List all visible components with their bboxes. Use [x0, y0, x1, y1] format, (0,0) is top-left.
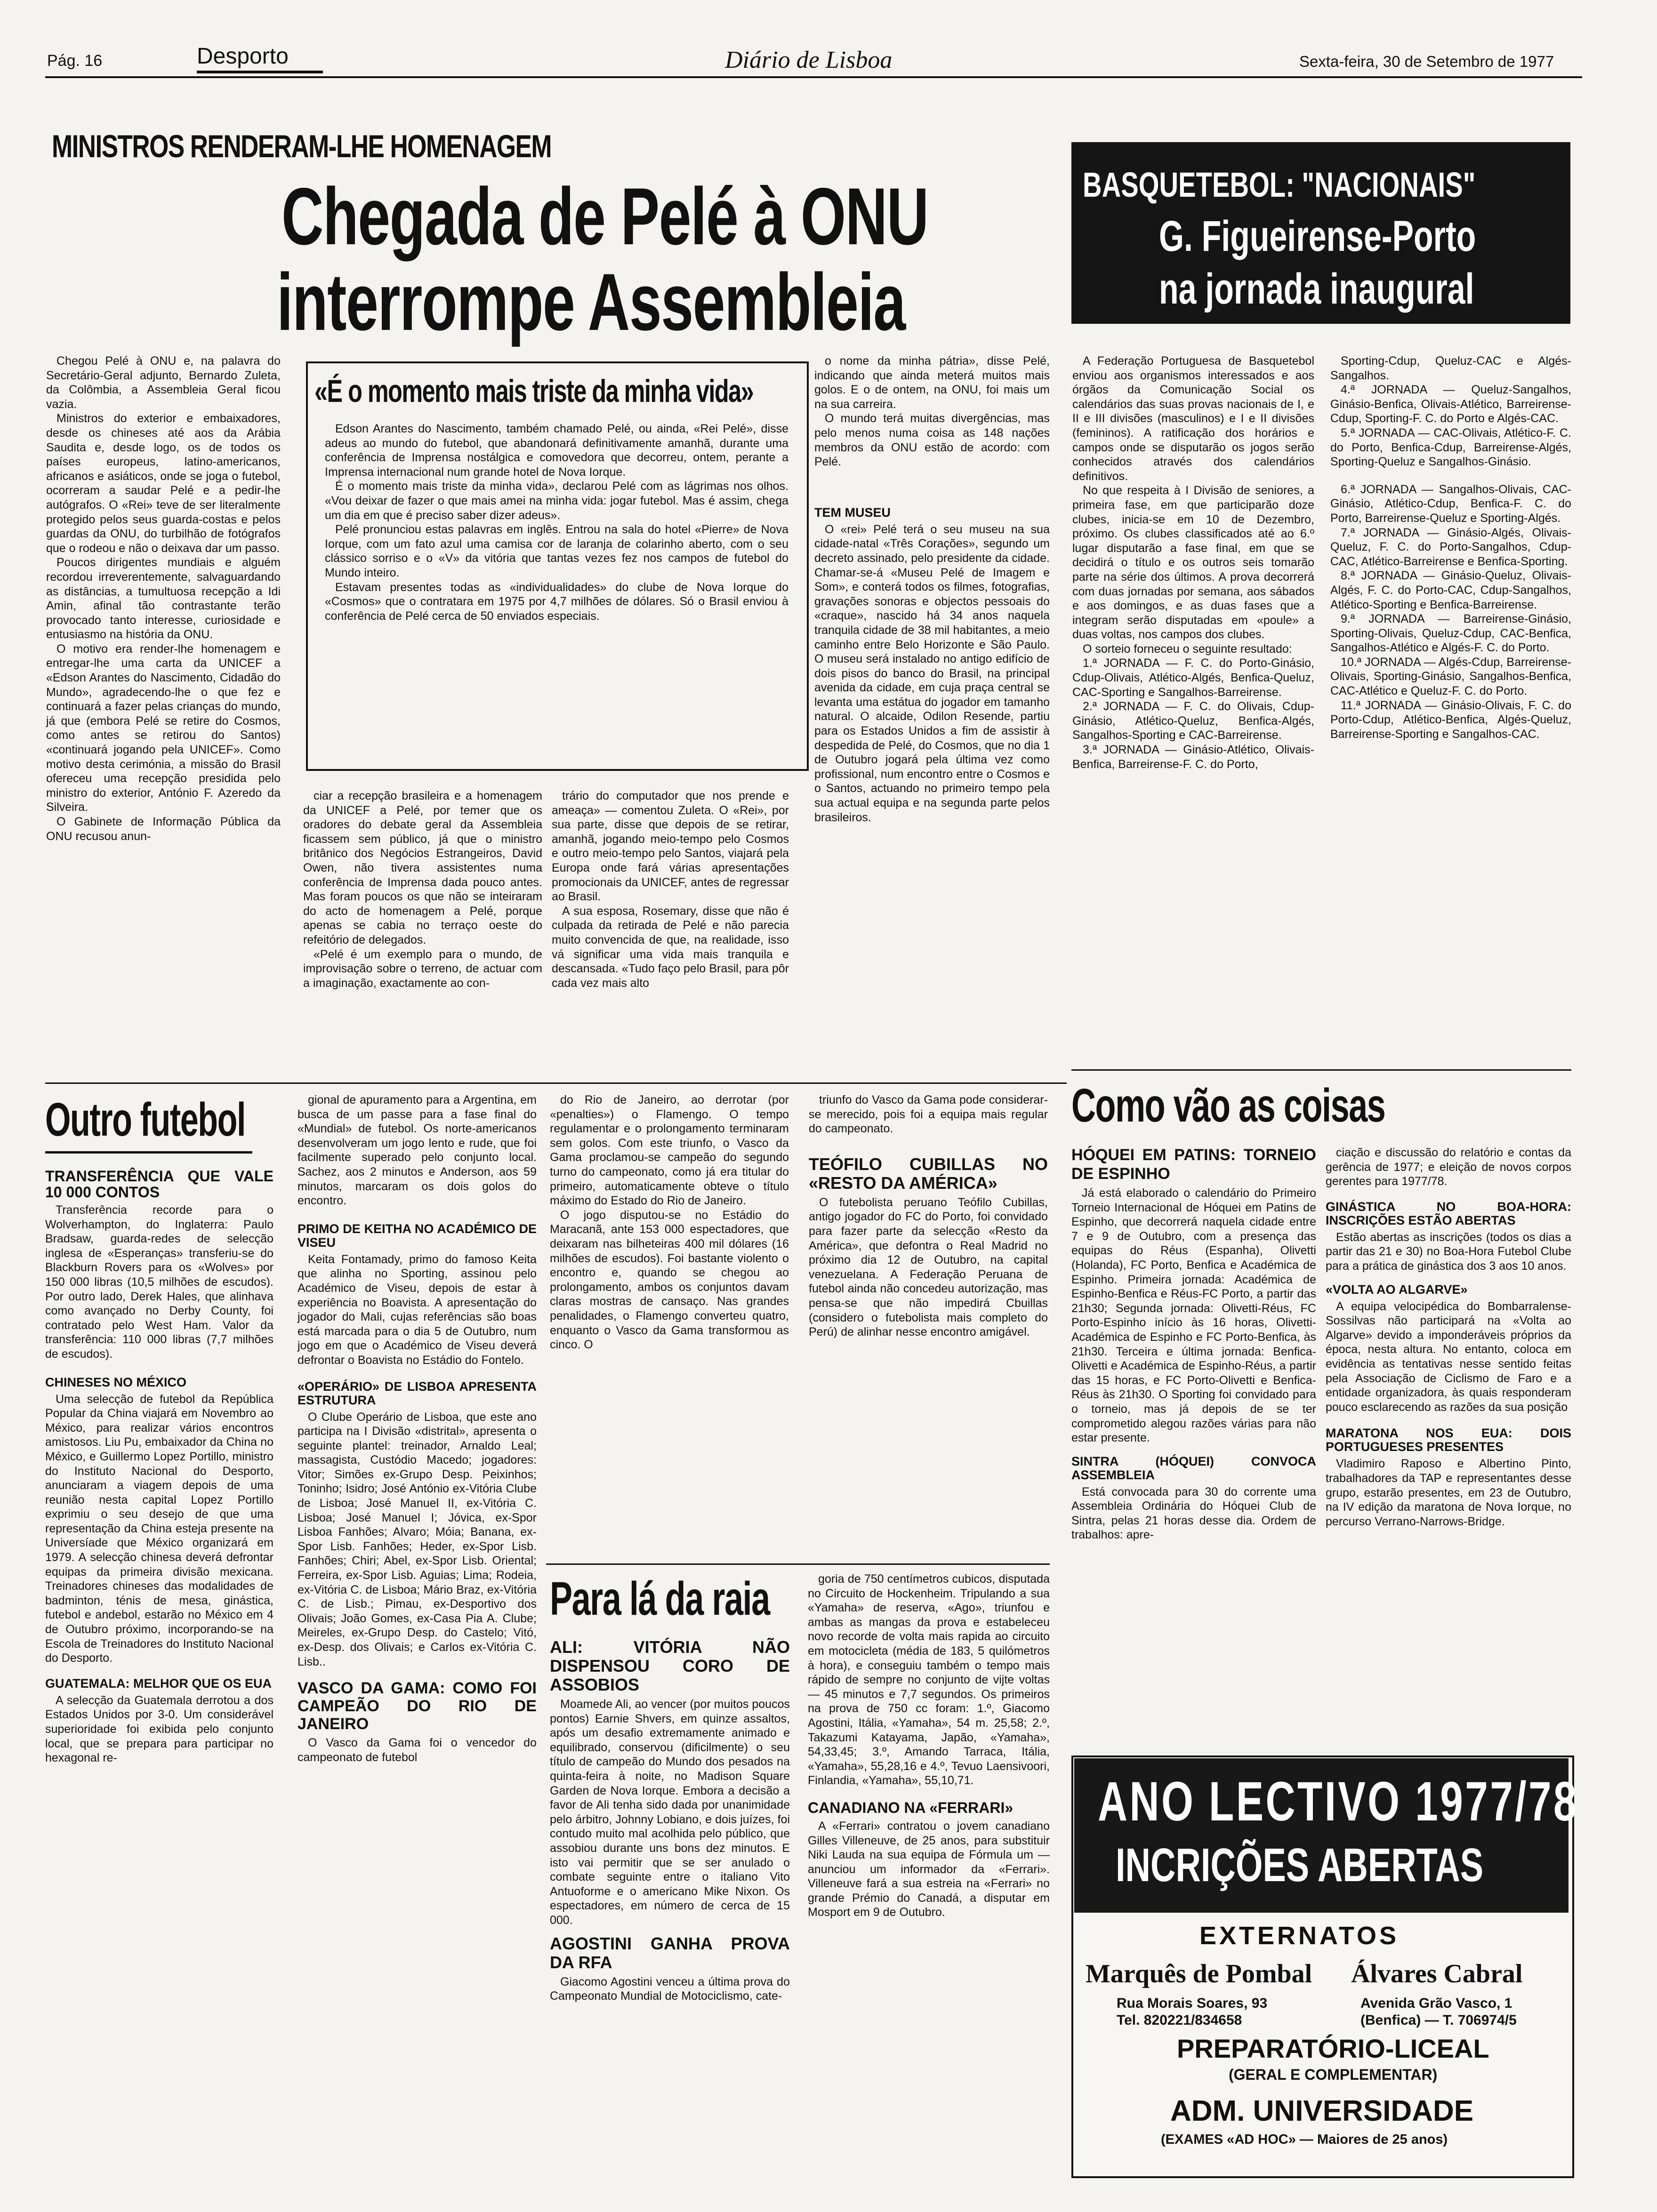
algarve-p1: A equipa velocipédica do Bombarralense-Sossilvas não participará na «Volta ao Algarve» devido a imponderáveis próprios da época, nesta altura. No entanto, coloca em evidência as tentativas nesse sentido feitas pela Associação de Ciclismo de Faro e a entidade organizadora, às quais responderam pouco esclarecendo as razões da sua posição — [1326, 1299, 1571, 1414]
hoquei-subhead: HÓQUEI EM PATINS: TORNEIO DE ESPINHO — [1071, 1146, 1316, 1183]
ginast-subhead: GINÁSTICA NO BOA-HORA: INSCRIÇÕES ESTÃO ABERTAS — [1326, 1199, 1571, 1227]
quote-p3: Pelé pronunciou estas palavras em inglês. Entrou na sala do hotel «Pierre» de Nova Iorque, com um fato azul uma camisa cor de laranja de colarinho aberto, com o seu clássico sorriso e o «V» da vitória que tantas vezes fez nos campos de futebol do Mundo inteiro. — [325, 523, 788, 579]
pele-column-1 — [46, 354, 281, 843]
pele-quote-body — [325, 422, 788, 623]
vasco-p1: O Vasco da Gama foi o vencedor do campeonato de futebol — [298, 1736, 537, 1764]
canad-p1: A «Ferrari» contratou o jovem canadiano Gilles Villeneuve, de 25 anos, para substituir Niki Lauda na sua equipa de Fórmula um — anunciou um informador da «Ferrari». Villeneuve fará a sua estreia na «Ferrari» no grande Prémio do Canadá, a disputar em Mosport em 9 de Outubro. — [808, 1819, 1050, 1919]
outro-column-3 — [550, 1093, 789, 1352]
ali-p1: Moamede Ali, ao vencer (por muitos poucos pontos) Earnie Shvers, em quinze assaltos, após um desafio extremamente animado e equilibrado, conservou (dificilmente) o seu título de campeão do Mundo dos pesados na quinta-feira à noite, no Madison Square Garden de Nova Iorque. Embora a decisão a favor de Ali tenha sido dada por unanimidade pelo árbitro, Johnny Lobiano, e dois juízes, foi contudo muito mal acolhida pelo público, que assobiou durante uns bons dez minutos. E isto vai permitir que se ser anulado o combate seguinte entre o italiano Vito Antuoforme e o americano Mike Nixon. Os espectadores, em número de cerca de 15 000. — [550, 1698, 790, 1927]
outro-c4-p1: triunfo do Vasco da Gama pode considerar-se merecido, pois foi a equipa mais regular do campeonato. — [809, 1093, 1048, 1136]
basket-c2-p7: 9.ª JORNADA — Barreirense-Ginásio, Sporting-Olivais, Queluz-Cdup, CAC-Benfica, Sangalhos-Atlético e Algés-F. C. do Porto. — [1330, 612, 1571, 655]
basket-c2-p3: 5.ª JORNADA — CAC-Olivais, Atlético-F. C. do Porto, Benfica-Cdup, Barreirense-Algés, Sporting-Queluz e Sangalhos-Ginásio. — [1330, 426, 1571, 469]
pele-headline-1: Chegada de Pelé à ONU — [282, 171, 928, 262]
pele-headline-2: interrompe Assembleia — [277, 257, 905, 347]
ad-universidade-sub: (EXAMES «AD HOC» — Maiores de 25 anos) — [1161, 2132, 1448, 2147]
mid-rule-left — [45, 1082, 1067, 1084]
section-underline — [197, 71, 323, 73]
ad-preparatorio-sub: (GERAL E COMPLEMENTAR) — [1229, 2066, 1438, 2083]
outro-c3-p1: do Rio de Janeiro, ao derrotar (por «penalties») o Flamengo. O tempo regulamentar e o prolongamento terminaram sem golos. Com este triunfo, o Vasco da Gama proclamou-se campeão do segundo turno do campeonato, como já era titular do primeiro, automaticamente obteve o título máximo do Estado do Rio de Janeiro. — [550, 1093, 789, 1208]
raia-column-2 — [808, 1572, 1050, 1920]
issue-date: Sexta-feira, 30 de Setembro de 1977 — [1299, 53, 1554, 70]
agost-subhead: AGOSTINI GANHA PROVA DA RFA — [550, 1933, 790, 1972]
ali-subhead: ALI: VITÓRIA NÃO DISPENSOU CORO DE ASSOBIOS — [550, 1637, 790, 1694]
basket-headline-1: BASQUETEBOL: "NACIONAIS" — [1083, 165, 1476, 204]
basket-c2-p2: 4.ª JORNADA — Queluz-Sangalhos, Ginásio-Benfica, Olivais-Atlético, Barreirense-Cdup, Sporting-F. C. do Porto e Algés-CAC. — [1330, 383, 1571, 425]
basket-c1-p2: No que respeita à I Divisão de seniores, a primeira fase, em que participarão doze clubes, inicia-se em 10 de Dezembro, próximo. Os clubes classificados até ao 6.º lugar disputarão a fase final, em que se decidirá o título e os outros seis tomarão parte na série dos últimos. A prova decorrerá com duas jornadas por semana, aos sábados e aos domingos, e as duas fases que a integram serão disputadas em «poule» a duas voltas, nos campos dos clubes. — [1072, 484, 1314, 641]
agost-p1: Giacomo Agostini venceu a última prova do Campeonato Mundial de Motociclismo, cate- — [550, 1975, 790, 2003]
keita-p1: Keita Fontamady, primo do famoso Keita que alinha no Sporting, assinou pelo Académico de Viseu, depois de estar à experiência no Boavista. A apresentação do jogador do Mali, cujas referências são boas está marcada para o dia 5 de Outubro, num jogo em que o Académico de Viseu deverá defrontar o Boavista no Estádio do Fontelo. — [298, 1252, 537, 1367]
school1-phone: Tel. 820221/834658 — [1117, 2012, 1242, 2028]
ad-preparatorio: PREPARATÓRIO-LICEAL — [1177, 2034, 1489, 2063]
school1-name: Marquês de Pombal — [1086, 1959, 1312, 1988]
school2-phone: (Benfica) — T. 706974/5 — [1360, 2012, 1517, 2028]
sintra-subhead: SINTRA (HÓQUEI) CONVOCA ASSEMBLEIA — [1071, 1454, 1316, 1482]
school2-name: Álvares Cabral — [1351, 1959, 1523, 1988]
algarve-subhead: «VOLTA AO ALGARVE» — [1326, 1282, 1468, 1297]
pele-c1-p2: Ministros do exterior e embaixadores, desde os chineses até aos da Arábia Saudita e, desde logo, os de todos os países europeus, latino-americanos, africanos e asiáticos, onde se joga o futebol, ocorreram a saudar Pelé e a pedir-lhe autógrafos. O «Rei» teve de ser literalmente protegido pelos seus guarda-costas e pelos guardas da ONU, do turbilhão de fotógrafos que o rodeou e não o deixava dar um passo. — [46, 412, 281, 555]
quote-p4: Estavam presentes todas as «individualidades» do clube de Nova Iorque do «Cosmos» que o contratara em 1975 por 4,7 milhões de dólares. Só o Brasil enviou à conferência de Pelé cerca de 50 enviados especiais. — [325, 580, 788, 623]
basket-column-2 — [1330, 354, 1571, 741]
basket-c2-p5: 7.ª JORNADA — Ginásio-Algés, Olivais-Queluz, F. C. do Porto-Sangalhos, Cdup-CAC, Atlético-Barreirense e Benfica-Sporting. — [1330, 526, 1571, 568]
ad-line-2: INCRIÇÕES ABERTAS — [1116, 1839, 1484, 1891]
ad-universidade: ADM. UNIVERSIDADE — [1170, 2095, 1474, 2127]
quote-p2: É o momento mais triste da minha vida», declarou Pelé com as lágrimas nos olhos. «Vou deixar de fazer o que mais amei na minha vida: jogar futebol. Mas é assim, chega um dia em que é preciso saber dizer adeus». — [325, 480, 788, 522]
basket-c1-p1: A Federação Portuguesa de Basquetebol enviou aos organismos interessados e aos órgãos da Comunicação Social os calendários das suas provas nacionais de I, e II e III divisões (masculinos) e I e II divisões (femininos). A ratificação dos horários e campos onde se disputarão os jogos serão conhecidos através dos calendários definitivos. — [1072, 354, 1314, 483]
ad-externatos: EXTERNATOS — [1199, 1922, 1400, 1950]
pele-c1-p5: O Gabinete de Informação Pública da ONU recusou anun- — [46, 815, 281, 843]
outro-c2-p1: gional de apuramento para a Argentina, em busca de um passe para a fase final do «Mundial» de futebol. Os norte-americanos desenvolveram um jogo lento e rude, que foi facilmente superado pelo conjunto local. Sachez, aos 2 minutos e Anderson, aos 59 minutos, marcaram os dois golos do encontro. — [298, 1093, 537, 1208]
pele-column-2 — [303, 789, 542, 990]
basket-c1-p4: 1.ª JORNADA — F. C. do Porto-Ginásio, Cdup-Olivais, Atlético-Algés, Benfica-Queluz, CAC-Sporting e Sangalhos-Barreirense. — [1072, 657, 1314, 699]
page-number: Pág. 16 — [47, 52, 103, 70]
pele-c2-p2: «Pelé é um exemplo para o mundo, de improvisação sobre o terreno, de actuar com a imaginação, exactamente ao con- — [303, 947, 542, 990]
outro-title-rule — [45, 1151, 252, 1154]
outro-c3-p2: O jogo disputou-se no Estádio do Maracanã, ante 153 000 espectadores, que deixaram nas bilheteiras 400 mil dólares (16 milhões de escudos). Foi bastante violento o encontro e, quando se chegou ao prolongamento, ambos os conjuntos davam claras mostras de cansaço. Nas grandes penalidades, o Flamengo converteu quatro, enquanto o Vasco da Gama transformou as cinco. O — [550, 1208, 789, 1352]
guate-subhead: GUATEMALA: MELHOR QUE OS EUA — [45, 1676, 272, 1691]
pele-column-4 — [814, 354, 1050, 825]
maratona-p1: Vladimiro Raposo e Albertino Pinto, trabalhadores da TAP e representantes desse grupo, estarão presentes, em 23 de Outubro, na IV edição da maratona de Nova Iorque, no percurso Verrano-Narrows-Bridge. — [1326, 1457, 1571, 1528]
maratona-subhead: MARATONA NOS EUA: DOIS PORTUGUESES PRESENTES — [1326, 1426, 1571, 1454]
mid-rule-right — [1071, 1069, 1571, 1071]
raia-top-rule — [546, 1563, 1050, 1565]
operario-subhead: «OPERÁRIO» DE LISBOA APRESENTA ESTRUTURA — [298, 1379, 537, 1407]
raia-column-1 — [550, 1638, 790, 2004]
vasco-subhead: VASCO DA GAMA: COMO FOI CAMPEÃO DO RIO DE JANEIRO — [298, 1679, 537, 1733]
sintra-p1: Está convocada para 30 do corrente uma Assembleia Ordinária do Hóquei Club de Sintra, pelas 21 horas desse dia. Ordem de trabalhos: apre- — [1071, 1485, 1316, 1542]
raia-c2-p1: goria de 750 centímetros cubicos, disputada no Circuito de Hockenheim. Tripulando a sua «Yamaha» de reserva, «Ago», triunfou e ambas as mangas da prova e estabeleceu novo recorde de volta mais rapida ao circuito em motocicleta (média de 183, 5 quilómetros à hora), e conseguiu também o tempo mais rápido de sempre no conjunto de vijte voltas — 45 minutos e 7,7 segundos. Os primeiros na prova de 750 cc foram: 1.º, Giacomo Agostini, Itália, «Yamaha», 54 m. 25,58; 2.º, Takazumi Katayama, Japão, «Yamaha», 54,33,45; 3.º, Amando Tarraca, Itália, «Yamaha», 55,28,16 e 4.º, Tevuo Laensivoori, Finlandia, «Yamaha», 55,10,71. — [808, 1572, 1050, 1787]
pele-c1-p3: Poucos dirigentes mundiais e alguém recordou irreverentemente, salvaguardando as distâncias, a tumultuosa recepção a Idi Amin, afinal tão contrastante terão provocado tanto interesse, curiosidade e entusiasmo na história da ONU. — [46, 556, 281, 641]
pele-c3-p2: A sua esposa, Rosemary, disse que não é culpada da retirada de Pelé e não parecia muito convencida de que, na realidade, isso vá significar uma vida mais tranquila e descansada. «Tudo faço pelo Brasil, para pôr cada vez mais alto — [552, 904, 789, 990]
pele-c1-p4: O motivo era render-lhe homenagem e entregar-lhe uma carta da UNICEF a «Edson Arantes do Nascimento, Cidadão do Mundo», agradecendo-lhe o que fez e continuará a fazer pelas crianças do mundo, já que (embora Pelé se retire do Cosmos, como antes se retirou do Santos) «continuará jogando pela UNICEF». Como motivo desta cerimónia, a missão do Brasil ofereceu uma recepção presidida pelo ministro do exterior, António F. Azeredo da Silveira. — [46, 642, 281, 814]
operario-p1: O Clube Operário de Lisboa, que este ano participa na I Divisão «distrital», apresenta o seguinte plantel: treinador, Arnaldo Leal; massagista, Custódio Macedo; jogadores: Vitor; Simões ex-Grupo Desp. Peixinhos; Toninho; Isidro; José António ex-Vitória Clube de Lisboa; José Manuel II, ex-Vitória C. Lisboa; José Manuel I; Jóvica, ex-Spor Lisboa Fanhões; Alvaro; Móia; Banana, ex-Spor Lisb. Fanhões; Heder, ex-Spor Lisb. Fanhões; Chiri; Abel, ex-Spor Lisb. Oriental; Ferreira, ex-Spor Lisb. Aguias; Lima; Rodeia, ex-Vitória C. de Lisboa; Mário Braz, ex-Vitória C. de Lisb.; Pimau, ex-Desportivo dos Olivais; João Gomes, ex-Casa Pia A. Clube; Meireles, ex-Grupo Desp. do Castelo; Vitó, ex-Desp. dos Olivais; e Carlos ex-Vitória C. Lisb.. — [298, 1410, 537, 1668]
basket-c1-p6: 3.ª JORNADA — Ginásio-Atlético, Olivais-Benfica, Barreirense-F. C. do Porto, — [1072, 743, 1314, 771]
transf-p1: Transferência recorde para o Wolverhampton, do Inglaterra: Paulo Bradsaw, guarda-redes de selecção inglesa de «Esperanças» transferiu-se do Blackburn Rovers para os «Wolves» por 150 000 libras (10,5 milhões de escudos). Por outro lado, Derek Hales, que alinhava como avançado no Derby County, foi contratado pelo West Ham. Valor da transferência: 110 000 libras (7,7 milhões de escudos). — [45, 1203, 273, 1361]
canad-subhead: CANADIANO NA «FERRARI» — [808, 1799, 1014, 1816]
pele-c4-p2: O mundo terá muitas divergências, mas pelo menos numa coisa as 148 nações membros da ONU estão de acordo: com Pelé. — [814, 412, 1050, 469]
basket-c1-p5: 2.ª JORNADA — F. C. do Olivais, Cdup-Ginásio, Atlético-Queluz, Benfica-Algés, Sangalhos-Sporting e CAC-Barreirense. — [1072, 700, 1314, 742]
coisas-column-1 — [1071, 1146, 1316, 1542]
cubillas-subhead: TEÓFILO CUBILLAS NO «RESTO DA AMÉRICA» — [809, 1154, 1048, 1193]
chineses-p1: Uma selecção de futebol da República Popular da China viajará em Novembro ao México, para realizar vários encontros amistosos. Liu Pu, embaixador da China no México, e Guillermo Lopez Portillo, ministro do Instituto Nacional do Desporto, anunciaram a viagem depois de uma reunião nesta capital Lopez Portillo exprimiu o seu desejo de que uma representação da China esteja presente na Universíade que México organizará em 1979. A selecção chinesa deverá defrontar equipas da primeira divisão mexicana. Treinadores chineses das modalidades de badminton, ténis de mesa, ginástica, futebol e andebol, estarão no México em 4 de Outubro próximo, incorporando-se na Escola de Treinadores do Instituto Nacional do Desporto. — [45, 1392, 273, 1665]
basket-c2-p9: 11.ª JORNADA — Ginásio-Olivais, F. C. do Porto-Cdup, Atlético-Benfica, Algés-Queluz, Barreirense-Sporting e Sangalhos-CAC. — [1330, 698, 1571, 741]
basket-c2-p1: Sporting-Cdup, Queluz-CAC e Algés-Sangalhos. — [1330, 354, 1571, 382]
pele-c1-p1: Chegou Pelé à ONU e, na palavra do Secretário-Geral adjunto, Bernardo Zuleta, da Colômbia, a Assembleia Geral ficou vazia. — [46, 354, 281, 411]
basket-c1-p3: O sorteio forneceu o seguinte resultado: — [1083, 642, 1292, 656]
chineses-subhead: CHINESES NO MÉXICO — [45, 1375, 187, 1389]
school1-address: Rua Morais Soares, 93 — [1117, 1996, 1268, 2011]
ginast-p1: Estão abertas as inscrições (todos os dias a partir das 21 e 30) no Boa-Hora Futebol Clube para a prática de ginástica dos 3 aos 10 anos. — [1326, 1230, 1571, 1273]
pele-kicker: MINISTROS RENDERAM-LHE HOMENAGEM — [52, 128, 551, 164]
masthead: Diário de Lisboa — [725, 47, 893, 73]
school2-address: Avenida Grão Vasco, 1 — [1360, 1996, 1512, 2011]
basket-c2-p6: 8.ª JORNADA — Ginásio-Queluz, Olivais-Algés, F. C. do Porto-CAC, Cdup-Sangalhos, Atlético-Sporting e Benfica-Barreirense. — [1330, 569, 1571, 611]
pele-column-3 — [552, 789, 789, 990]
outro-futebol-title: Outro futebol — [45, 1093, 246, 1146]
basket-headline-3: na jornada inaugural — [1159, 265, 1474, 313]
guate-p1: A selecção da Guatemala derrotou a dos Estados Unidos por 3-0. Um considerável superioridade foi exibida pelo conjunto local, que se prepara para participar no hexagonal re- — [45, 1693, 273, 1765]
header-rule — [45, 76, 1582, 78]
pele-quote-headline: «É o momento mais triste da minha vida» — [314, 373, 754, 409]
quote-p1: Edson Arantes do Nascimento, também chamado Pelé, ou ainda, «Rei Pelé», disse adeus ao mundo do futebol, que abandonará definitivamente amanhã, durante uma conferência de Imprensa nostálgica e comovedora que decorreu, ontem, perante a Imprensa internacional num grande hotel de Nova Iorque. — [325, 422, 788, 479]
transf-subhead: TRANSFERÊNCIA QUE VALE 10 000 CONTOS — [45, 1168, 273, 1201]
basket-headline-2: G. Figueirense-Porto — [1159, 212, 1476, 260]
basket-c2-p4: 6.ª JORNADA — Sangalhos-Olivais, CAC-Ginásio, Atlético-Cdup, Benfica-F. C. do Porto, Barreirense-Queluz e Sporting-Algés. — [1330, 482, 1571, 525]
basket-column-1 — [1072, 354, 1314, 771]
cubillas-p1: O futebolista peruano Teófilo Cubillas, antigo jogador do FC do Porto, foi convidado para fazer parte da selecção «Resto da América», que defontra o Real Madrid no próximo dia 12 de Outubro, na capital venezuelana. A Federação Peruana de futebol ainda não concedeu autorização, mas pensa-se que não impedirá Cbuillas (considero o futebolista mais completo do Perú) de alinhar nesse encontro amigável. — [809, 1195, 1048, 1339]
section-name: Desporto — [197, 44, 289, 69]
outro-column-4 — [809, 1093, 1048, 1339]
basket-c2-p8: 10.ª JORNADA — Algés-Cdup, Barreirense-Olivais, Sporting-Ginásio, Sangalhos-Benfica, CAC-Atlético e Queluz-F. C. do Porto. — [1330, 655, 1571, 698]
pele-c2-p1: ciar a recepção brasileira e a homenagem da UNICEF a Pelé, por temer que os oradores do debate geral da Assembleia ficassem sem público, já que o ministro britânico dos Negócios Estrangeiros, David Owen, não tivera assistentes numa conferência de Imprensa dada pouco antes. Mas foram poucos os que não se inteiraram do acto de homenagem a Pelé, porque apenas se cabia no terraço oeste do refeitório de delegados. — [303, 789, 542, 946]
keita-subhead: PRIMO DE KEITHA NO ACADÉMICO DE VISEU — [298, 1221, 537, 1250]
coisas-column-2 — [1326, 1146, 1571, 1529]
pele-c4-p1: o nome da minha pátria», disse Pelé, indicando que ainda meterá muitos mais golos. E o de ontem, na ONU, foi mais um na sua carreira. — [814, 354, 1050, 411]
coisas-title: Como vão as coisas — [1071, 1079, 1385, 1132]
hoquei-p1: Já está elaborado o calendário do Primeiro Torneio Internacional de Hóquei em Patins de Espinho, que decorrerá naquela cidade entre 7 e 9 de Outubro, com a presença das equipas do Réus (Espanha), Olivetti (Holanda), FC Porto, Benfica e Académica de Espinho. Primeira jornada: Académica de Espinho-Benfica e Réus-FC Porto, a partir das 21h30; Segunda jornada: Olivetti-Réus, FC Porto-Espinho início às 16 horas, Olivetti-Académica de Espinho e FC Porto-Benfica, às 21h30. Terceira e última jornada: Benfica-Olivetti e Académica de Espinho-Réus, a partir das 15 horas, e FC Porto-Olivetti e Benfica-Réus às 21h30. O Sporting foi convidado para o torneio, mas já depois de se ter comprometido alegou razões várias para não estar presente. — [1071, 1186, 1316, 1445]
outro-column-2 — [298, 1093, 537, 1764]
pele-c3-p1: trário do computador que nos prende e ameaça» — comentou Zuleta. O «Rei», por sua parte, disse que depois de se retirar, amanhã, jogando meio-tempo pelo Cosmos e outro meio-tempo pelo Santos, viajará pela Europa onde fará várias apresentações promocionais da UNICEF, antes de regressar ao Brasil. — [552, 789, 789, 904]
museu-p1: O «rei» Pelé terá o seu museu na sua cidade-natal «Três Corações», segundo um decreto assinado, pelo presidente da cidade. Chamar-se-á «Museu Pelé de Imagem e Som», e conterá todos os filmes, fotografias, gravações sonoras e objectos pessoais do «craque», nascido há 34 anos naquela tranquila cidade de 38 mil habitantes, a meio caminho entre Belo Horizonte e São Paulo. O museu será instalado no antigo edifício de dois pisos do banco do Brasil, na principal avenida da cidade, em cuja praça central se levanta uma estátua do jogador em tamanho natural. O alcaide, Odilon Resende, partiu para os Estados Unidos a fim de assistir à despedida de Pelé, do Cosmos, que no dia 1 de Outubro jogará pela última vez como profissional, num encontro entre o Cosmos e o Santos, actuando no primeiro tempo pela sua actual equipa e na segunda parte pelos brasileiros. — [814, 522, 1050, 824]
ad-line-1: ANO LECTIVO 1977/78 — [1098, 1771, 1578, 1833]
coisas-c2-p1: ciação e discussão do relatório e contas da gerência de 1977; e eleição de novos corpos gerentes para 1977/78. — [1326, 1146, 1571, 1188]
museu-subhead: TEM MUSEU — [814, 505, 891, 520]
raia-title: Para lá da raia — [550, 1572, 770, 1625]
outro-column-1 — [45, 1164, 273, 1765]
